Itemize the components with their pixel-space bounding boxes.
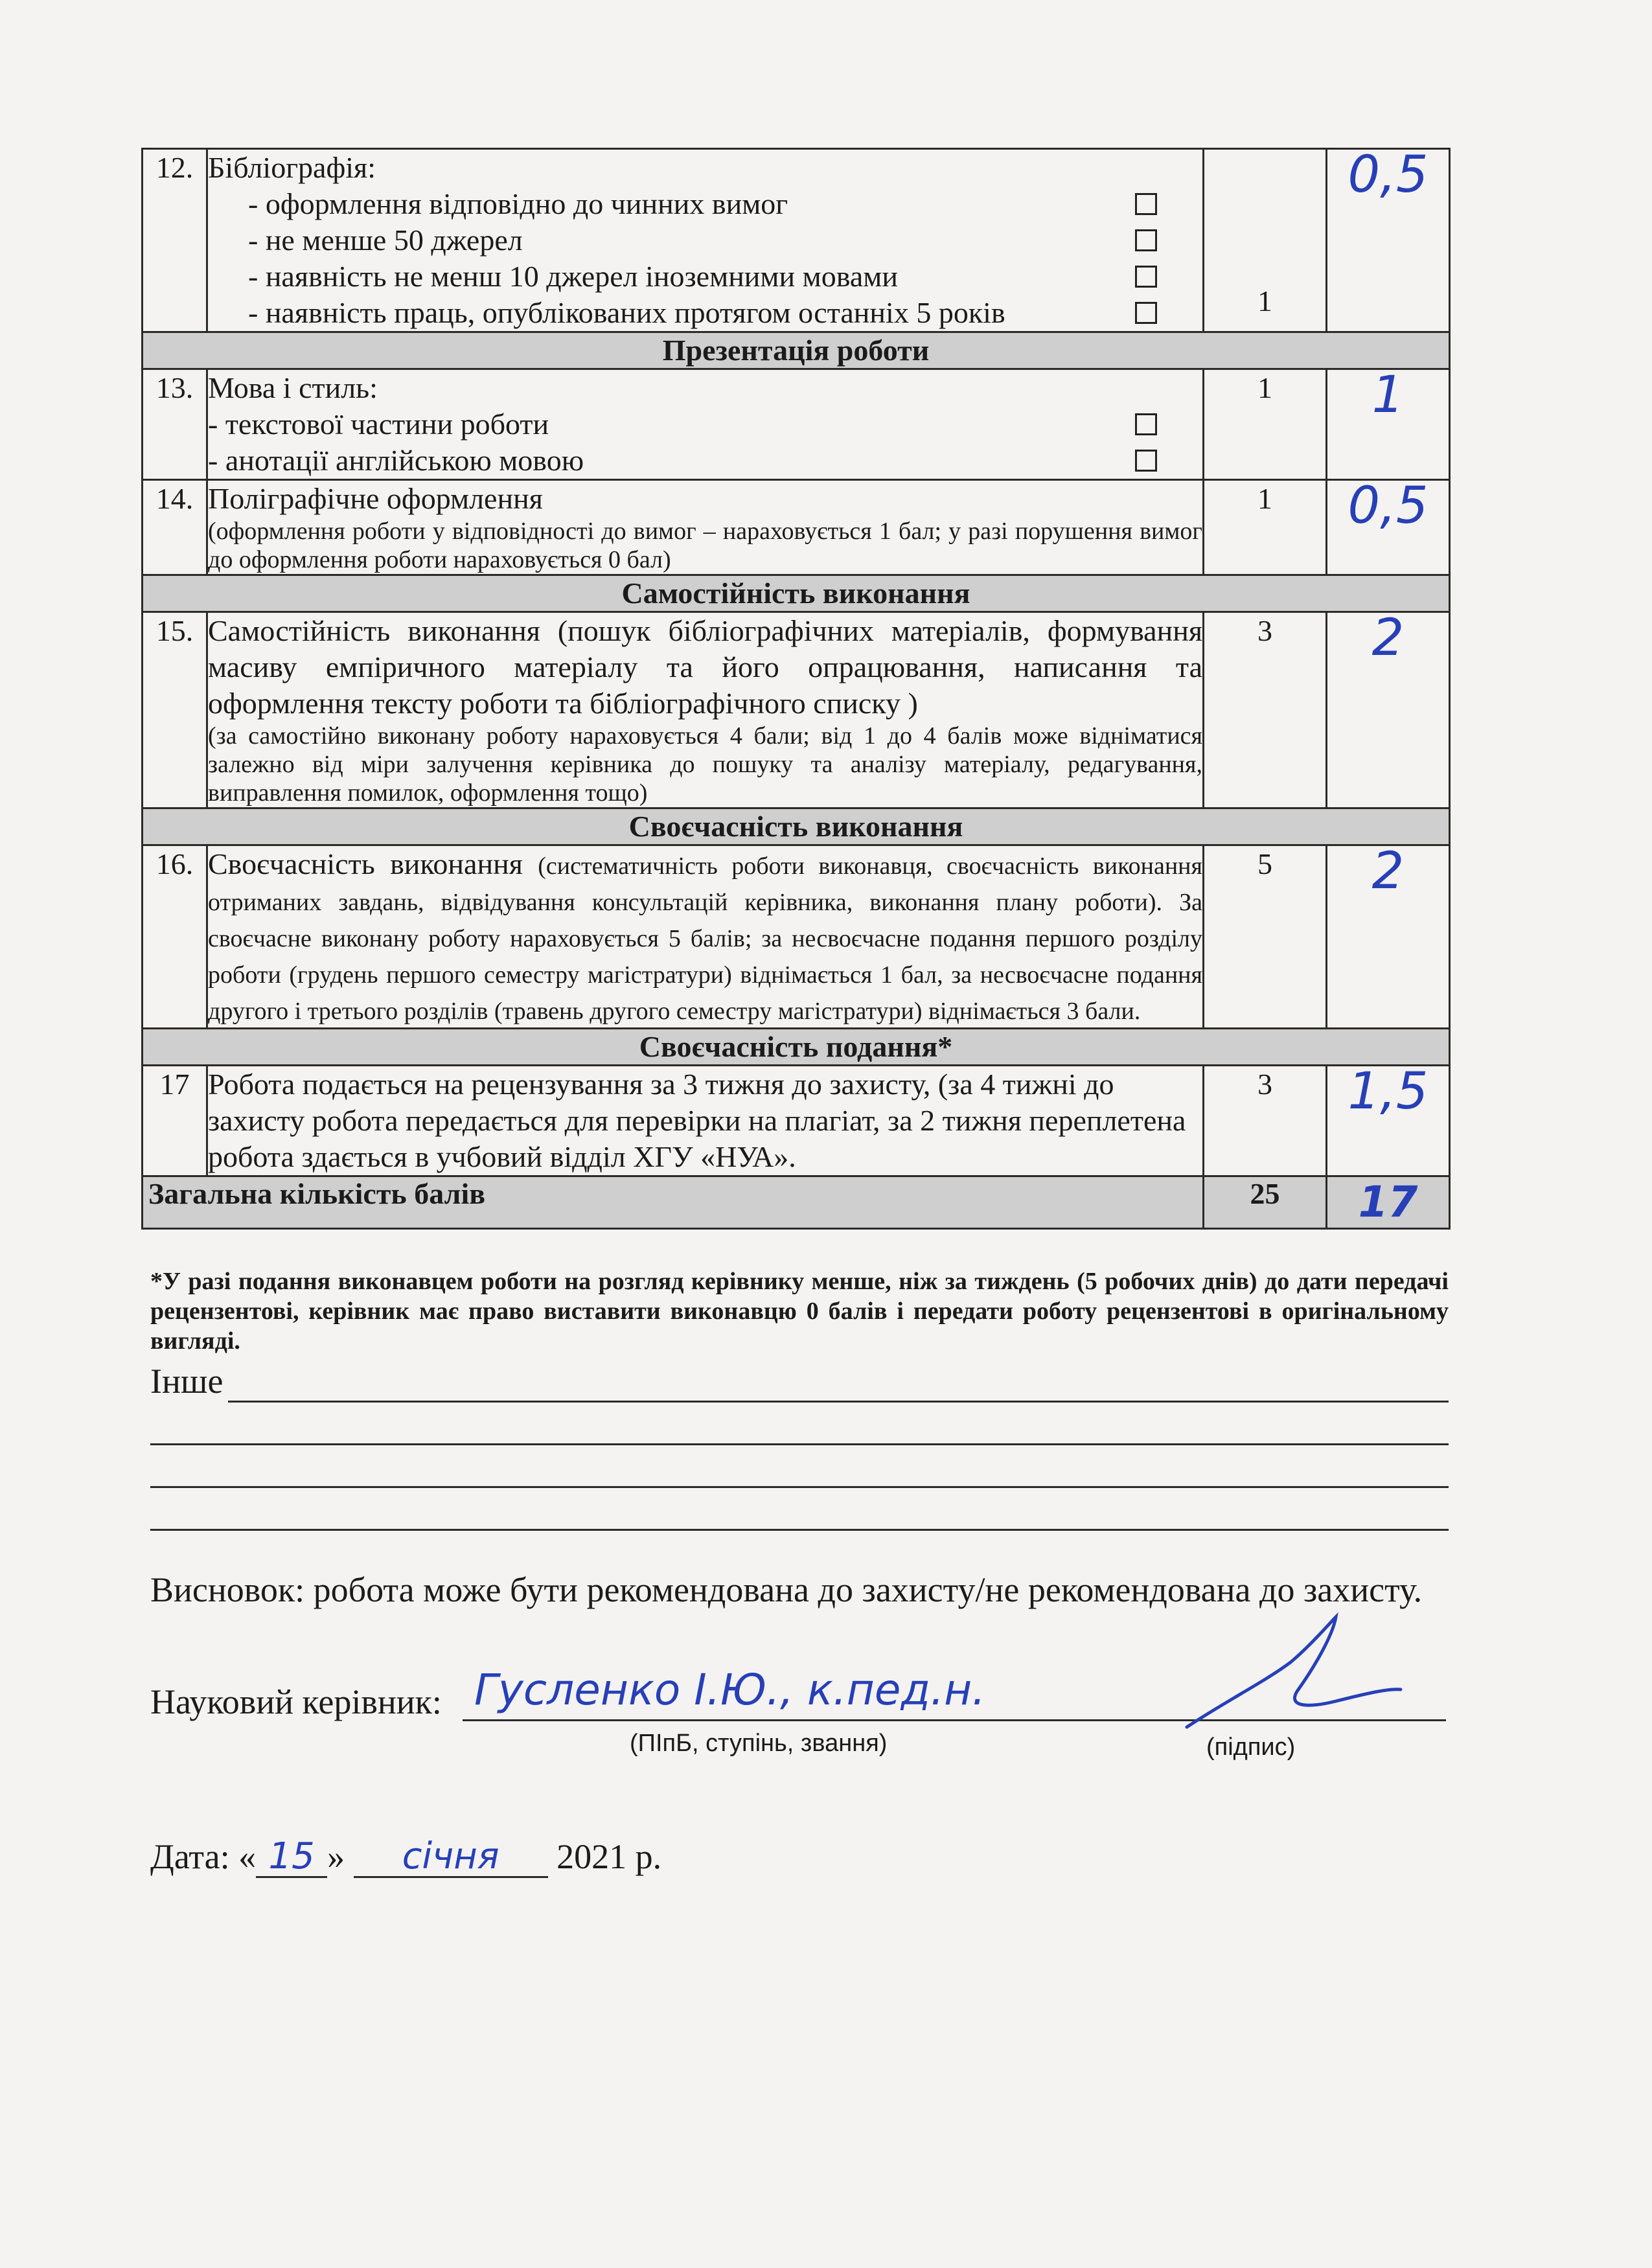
- date-label: Дата: «: [150, 1837, 257, 1876]
- criterion-note: (за самостійно виконану роботу нараховується 4 бали; від 1 до 4 балів може відніматися залежно від міри залучення керівника до пошуку та аналізу матеріалу, редагування, виправлення помилок, оформлення тощо): [208, 722, 1202, 807]
- row-number: 14.: [143, 480, 207, 575]
- handwritten-score: 0,5: [1348, 477, 1428, 535]
- row-number: 12.: [143, 149, 207, 332]
- criterion-title: Самостійність виконання (пошук бібліографічних матеріалів, формування масиву емпіричного матеріалу та його опрацювання, написання та оформлення тексту роботи та бібліографічного списку ): [208, 614, 1202, 720]
- checkbox[interactable]: [1135, 193, 1157, 215]
- table-row: [143, 612, 1450, 808]
- max-points: 1: [1204, 480, 1327, 575]
- section-header: [143, 1029, 1450, 1066]
- score-cell: [1327, 366, 1450, 480]
- row-number: 13.: [143, 369, 207, 480]
- max-points: 5: [1204, 845, 1327, 1029]
- signature-icon: [1174, 1610, 1407, 1740]
- section-title: Самостійність виконання: [143, 575, 1450, 612]
- date-day-field[interactable]: [256, 1837, 327, 1878]
- section-title: Презентація роботи: [143, 332, 1450, 369]
- date-month-field[interactable]: [354, 1837, 548, 1878]
- supervisor-label: Науковий керівник:: [150, 1682, 442, 1721]
- row-number: 15.: [143, 612, 207, 808]
- criterion-text: [207, 480, 1204, 575]
- total-row: [143, 1176, 1450, 1229]
- handwritten-score: 1: [1371, 366, 1405, 424]
- criterion-note: (систематичність роботи виконавця, своєчасність виконання отриманих завдань, відвідування консультацій керівника, виконання плану роботи). За своєчасне виконану роботу нараховується 5 балів; за несвоєчасне подання першого розділу роботи (грудень першого семестру магістратури) віднімається 1 бал, за несвоєчасне подання другого і третього розділів (травень другого семестру магістратури) віднімається 3 бали.: [208, 853, 1202, 1025]
- criteria-table: [141, 148, 1451, 1230]
- supervisor-name-handwritten: Гусленко І.Ю., к.пед.н.: [474, 1665, 986, 1715]
- score-cell: [1327, 1062, 1450, 1176]
- score-cell: [1327, 477, 1450, 575]
- criterion-text: [207, 1066, 1204, 1176]
- total-max: 25: [1204, 1176, 1327, 1229]
- footnote: *У разі подання виконавцем роботи на розгляд керівнику менше, ніж за тиждень (5 робочих днів) до дати передачі рецензентові, керівник має право виставити виконавцю 0 балів і передати роботу рецензентові в оригінальному вигляді.: [150, 1268, 1449, 1355]
- criterion-text: [207, 845, 1204, 1029]
- supervisor-block: [150, 1665, 1449, 1761]
- criterion-item: - анотації англійською мовою: [208, 444, 584, 477]
- total-score-cell: [1327, 1176, 1450, 1229]
- other-line[interactable]: [150, 1443, 1449, 1445]
- criterion-item: - наявність праць, опублікованих протягом останніх 5 років: [248, 296, 1005, 329]
- max-points: 1: [1204, 149, 1327, 332]
- criterion-item: - наявність не менш 10 джерел іноземними мовами: [248, 260, 899, 293]
- section-header: [143, 332, 1450, 369]
- score-cell: [1327, 842, 1450, 1029]
- table-row: [143, 1066, 1450, 1176]
- section-title: Своєчасність подання*: [143, 1029, 1450, 1066]
- criterion-title: Робота подається на рецензування за 3 тижня до захисту, (за 4 тижні до захисту робота передається для перевірки на плагіат, за 2 тижня переплетена робота здається в учбовий відділ ХГУ «НУА».: [208, 1068, 1186, 1173]
- date-month: січня: [402, 1835, 499, 1877]
- checkbox[interactable]: [1135, 450, 1157, 472]
- signature-caption: (підпис): [1206, 1734, 1296, 1761]
- max-points: 3: [1204, 1066, 1327, 1176]
- criterion-text: [207, 149, 1204, 332]
- total-label: Загальна кількість балів: [143, 1176, 1204, 1229]
- row-number: 17: [143, 1066, 207, 1176]
- score-cell: [1327, 146, 1450, 332]
- criterion-title: Мова і стиль:: [208, 371, 378, 404]
- handwritten-score: 1,5: [1348, 1062, 1428, 1121]
- max-points: 1: [1204, 369, 1327, 480]
- section-header: [143, 808, 1450, 845]
- criterion-title: Своєчасність виконання: [208, 847, 523, 880]
- other-line[interactable]: [228, 1401, 1449, 1403]
- criterion-text: [207, 612, 1204, 808]
- other-section: [150, 1362, 1449, 1401]
- criterion-item: - текстової частини роботи: [208, 407, 549, 441]
- table-row: [143, 845, 1450, 1029]
- supervisor-name-line[interactable]: [463, 1719, 1130, 1721]
- score-cell: [1327, 609, 1450, 808]
- handwritten-score: 2: [1371, 842, 1405, 900]
- table-row: [143, 369, 1450, 480]
- date-day: 15: [268, 1835, 315, 1877]
- handwritten-total: 17: [1358, 1177, 1418, 1227]
- table-row: [143, 149, 1450, 332]
- other-line[interactable]: [150, 1486, 1449, 1488]
- date-close: »: [327, 1837, 345, 1876]
- criterion-note: (оформлення роботи у відповідності до вимог – нараховується 1 бал; у разі порушення вимог до оформлення роботи нараховується 0 бал): [208, 518, 1202, 573]
- date-line: [150, 1837, 661, 1878]
- date-year: 2021 р.: [556, 1837, 662, 1876]
- handwritten-score: 2: [1371, 609, 1405, 667]
- row-number: 16.: [143, 845, 207, 1029]
- criterion-item: - оформлення відповідно до чинних вимог: [248, 187, 788, 220]
- section-title: Своєчасність виконання: [143, 808, 1450, 845]
- checkbox[interactable]: [1135, 413, 1157, 435]
- handwritten-score: 0,5: [1348, 146, 1428, 204]
- criterion-title: Бібліографія:: [208, 151, 376, 184]
- other-label: Інше: [150, 1362, 224, 1401]
- section-header: [143, 575, 1450, 612]
- checkbox[interactable]: [1135, 302, 1157, 324]
- table-row: [143, 480, 1450, 575]
- conclusion: Висновок: робота може бути рекомендована до захисту/не рекомендована до захисту.: [150, 1570, 1423, 1609]
- checkbox[interactable]: [1135, 229, 1157, 251]
- checkbox[interactable]: [1135, 266, 1157, 288]
- max-points: 3: [1204, 612, 1327, 808]
- criterion-item: - не менше 50 джерел: [248, 223, 523, 257]
- criterion-text: [207, 369, 1204, 480]
- name-caption: (ПІпБ, ступінь, звання): [630, 1730, 888, 1757]
- criterion-title: Поліграфічне оформлення: [208, 482, 543, 515]
- other-line[interactable]: [150, 1529, 1449, 1531]
